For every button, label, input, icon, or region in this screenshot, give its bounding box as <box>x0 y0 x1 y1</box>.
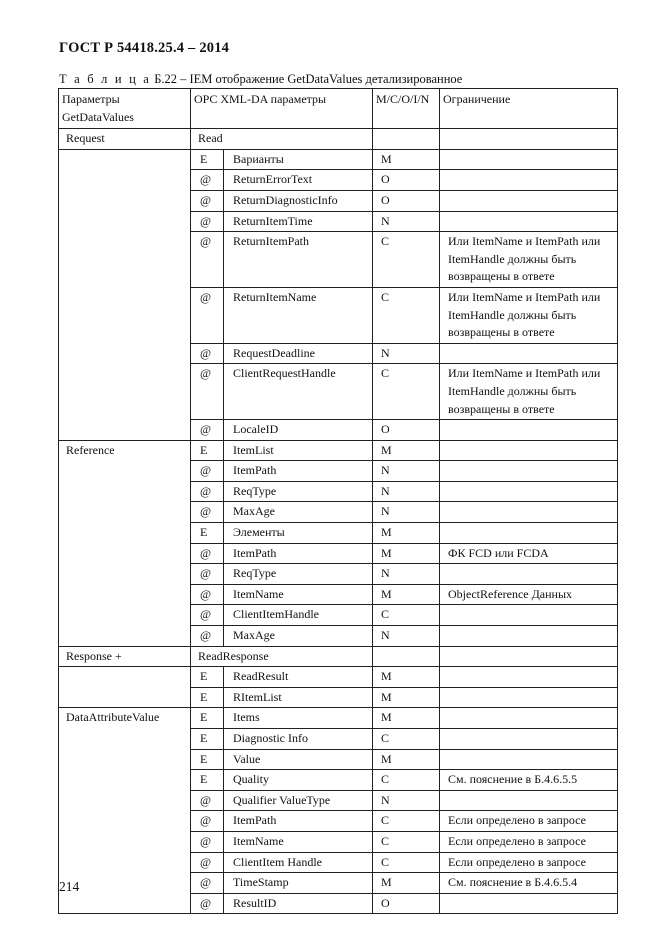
item-marker: @ <box>191 502 224 523</box>
item-name: ItemName <box>224 584 373 605</box>
document-header: ГОСТ Р 54418.25.4 – 2014 <box>59 40 230 56</box>
item-marker: @ <box>191 170 224 191</box>
item-moci: M <box>373 440 440 461</box>
item-constraint <box>440 481 618 502</box>
item-constraint <box>440 790 618 811</box>
opc-section-name: ReadResponse <box>191 646 373 667</box>
item-name: MaxAge <box>224 502 373 523</box>
item-marker: @ <box>191 420 224 441</box>
item-name: ReturnItemTime <box>224 211 373 232</box>
item-marker: @ <box>191 364 224 420</box>
item-moci: C <box>373 605 440 626</box>
item-moci: M <box>373 149 440 170</box>
item-constraint <box>440 420 618 441</box>
item-moci: N <box>373 481 440 502</box>
item-name: LocaleID <box>224 420 373 441</box>
item-moci: C <box>373 770 440 791</box>
item-name: RItemList <box>224 687 373 708</box>
param-cell <box>59 667 191 708</box>
item-moci: C <box>373 811 440 832</box>
item-moci: O <box>373 170 440 191</box>
table-body <box>59 89 618 914</box>
item-name: ReturnErrorText <box>224 170 373 191</box>
table-row <box>59 708 618 729</box>
item-name: Value <box>224 749 373 770</box>
item-constraint <box>440 461 618 482</box>
constraint-cell <box>440 646 618 667</box>
item-moci: O <box>373 420 440 441</box>
header-moci: M/C/O/I/N <box>373 89 440 129</box>
item-moci: M <box>373 523 440 544</box>
item-constraint: Или ItemName и ItemPath или ItemHandle должны быть возвращены в ответе <box>440 232 618 288</box>
item-marker: @ <box>191 287 224 343</box>
item-moci: M <box>373 543 440 564</box>
item-constraint <box>440 440 618 461</box>
item-moci: N <box>373 343 440 364</box>
page-number: 214 <box>59 879 80 894</box>
param-cell <box>59 149 191 440</box>
item-moci: N <box>373 211 440 232</box>
item-moci: C <box>373 831 440 852</box>
item-moci: M <box>373 873 440 894</box>
item-constraint <box>440 667 618 688</box>
item-marker: E <box>191 667 224 688</box>
item-name: ItemPath <box>224 461 373 482</box>
item-name: Diagnostic Info <box>224 729 373 750</box>
item-name: ReturnItemName <box>224 287 373 343</box>
item-moci: M <box>373 667 440 688</box>
item-constraint <box>440 729 618 750</box>
item-moci: M <box>373 584 440 605</box>
item-constraint <box>440 749 618 770</box>
item-constraint <box>440 190 618 211</box>
item-name: ItemName <box>224 831 373 852</box>
item-name: Варианты <box>224 149 373 170</box>
item-name: ResultID <box>224 893 373 914</box>
section-row <box>59 646 618 667</box>
item-constraint <box>440 149 618 170</box>
item-moci: M <box>373 749 440 770</box>
item-name: Qualifier ValueType <box>224 790 373 811</box>
item-name: MaxAge <box>224 626 373 647</box>
item-name: RequestDeadline <box>224 343 373 364</box>
item-name: ItemList <box>224 440 373 461</box>
item-name: ClientItemHandle <box>224 605 373 626</box>
table-caption-text: Б.22 – IEM отображение GetDataValues детализированное <box>151 72 463 86</box>
item-constraint: Если определено в запросе <box>440 852 618 873</box>
item-marker: E <box>191 687 224 708</box>
item-moci: M <box>373 708 440 729</box>
item-marker: @ <box>191 232 224 288</box>
item-marker: E <box>191 149 224 170</box>
param-cell: Reference <box>59 440 191 646</box>
item-marker: E <box>191 770 224 791</box>
item-marker: @ <box>191 873 224 894</box>
item-marker: @ <box>191 811 224 832</box>
param-cell: DataAttributeValue <box>59 708 191 914</box>
item-constraint <box>440 343 618 364</box>
item-constraint <box>440 502 618 523</box>
item-moci: C <box>373 364 440 420</box>
item-constraint: Или ItemName и ItemPath или ItemHandle должны быть возвращены в ответе <box>440 287 618 343</box>
item-moci: M <box>373 687 440 708</box>
section-row <box>59 129 618 150</box>
item-name: ItemPath <box>224 811 373 832</box>
parameters-table <box>58 88 618 914</box>
item-moci: N <box>373 502 440 523</box>
header-opc-params: OPC XML-DA параметры <box>191 89 373 129</box>
item-marker: @ <box>191 543 224 564</box>
item-marker: @ <box>191 831 224 852</box>
item-name: ClientRequestHandle <box>224 364 373 420</box>
item-name: ReturnItemPath <box>224 232 373 288</box>
table-header-row <box>59 89 618 129</box>
param-cell: Response + <box>59 646 191 667</box>
item-constraint <box>440 523 618 544</box>
item-moci: C <box>373 232 440 288</box>
item-marker: @ <box>191 564 224 585</box>
item-moci: C <box>373 852 440 873</box>
item-constraint: См. пояснение в Б.4.6.5.5 <box>440 770 618 791</box>
item-marker: @ <box>191 626 224 647</box>
item-constraint: См. пояснение в Б.4.6.5.4 <box>440 873 618 894</box>
moci-cell <box>373 646 440 667</box>
item-moci: O <box>373 893 440 914</box>
moci-cell <box>373 129 440 150</box>
constraint-cell <box>440 129 618 150</box>
item-moci: C <box>373 287 440 343</box>
item-marker: E <box>191 749 224 770</box>
item-marker: @ <box>191 343 224 364</box>
item-constraint <box>440 211 618 232</box>
item-marker: @ <box>191 211 224 232</box>
item-constraint <box>440 708 618 729</box>
item-moci: N <box>373 626 440 647</box>
item-marker: E <box>191 729 224 750</box>
item-name: ItemPath <box>224 543 373 564</box>
item-constraint: ФК FCD или FCDA <box>440 543 618 564</box>
item-constraint <box>440 626 618 647</box>
item-marker: @ <box>191 852 224 873</box>
item-constraint: Если определено в запросе <box>440 811 618 832</box>
item-marker: @ <box>191 790 224 811</box>
item-moci: N <box>373 564 440 585</box>
item-moci: C <box>373 729 440 750</box>
item-marker: E <box>191 440 224 461</box>
item-name: Элементы <box>224 523 373 544</box>
item-moci: N <box>373 790 440 811</box>
item-marker: @ <box>191 584 224 605</box>
item-constraint: Или ItemName и ItemPath или ItemHandle должны быть возвращены в ответе <box>440 364 618 420</box>
item-name: TimeStamp <box>224 873 373 894</box>
item-name: ReqType <box>224 481 373 502</box>
item-constraint <box>440 687 618 708</box>
table-row <box>59 149 618 170</box>
item-name: ReturnDiagnosticInfo <box>224 190 373 211</box>
item-constraint: ObjectReference Данных <box>440 584 618 605</box>
table-row <box>59 440 618 461</box>
item-constraint <box>440 170 618 191</box>
table-caption <box>59 72 462 87</box>
item-marker: E <box>191 523 224 544</box>
item-marker: @ <box>191 461 224 482</box>
item-constraint <box>440 893 618 914</box>
item-moci: O <box>373 190 440 211</box>
item-name: ClientItem Handle <box>224 852 373 873</box>
table-caption-label: Т а б л и ц а <box>59 72 152 86</box>
item-marker: E <box>191 708 224 729</box>
param-cell: Request <box>59 129 191 150</box>
item-name: ReadResult <box>224 667 373 688</box>
item-constraint: Если определено в запросе <box>440 831 618 852</box>
item-constraint <box>440 564 618 585</box>
opc-section-name: Read <box>191 129 373 150</box>
item-name: ReqType <box>224 564 373 585</box>
item-constraint <box>440 605 618 626</box>
item-moci: N <box>373 461 440 482</box>
item-marker: @ <box>191 190 224 211</box>
item-marker: @ <box>191 605 224 626</box>
header-constraint: Ограничение <box>440 89 618 129</box>
header-getdatavalues-params: Параметры GetDataValues <box>59 89 191 129</box>
table-row <box>59 667 618 688</box>
item-name: Quality <box>224 770 373 791</box>
item-marker: @ <box>191 893 224 914</box>
item-marker: @ <box>191 481 224 502</box>
item-name: Items <box>224 708 373 729</box>
